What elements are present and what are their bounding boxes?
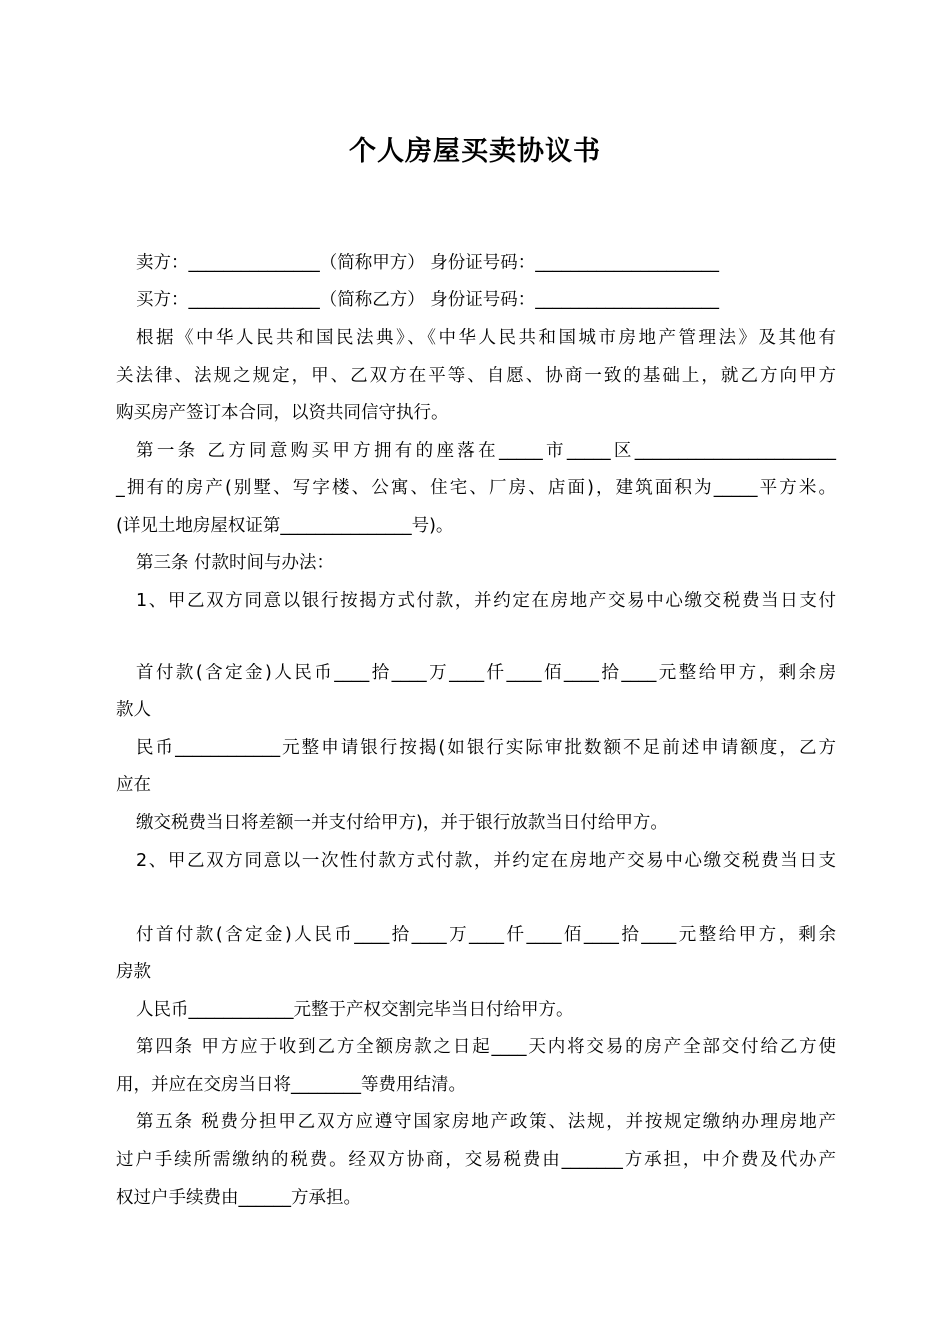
preamble-line-2: 关法律、法规之规定，甲、乙双方在平等、自愿、协商一致的基础上，就乙方向甲方	[116, 366, 836, 386]
article-5-line-2: 过户手续所需缴纳的税费。经双方协商，交易税费由_______方承担，中介费及代办产	[116, 1150, 836, 1170]
payment-option-1-line-3: 款人	[116, 700, 151, 720]
article-1-line-1: 第一条 乙方同意购买甲方拥有的座落在_____市_____区_______________________	[136, 441, 836, 461]
payment-option-2-line-2: 付首付款(含定金)人民币____拾____万____仟____佰____拾____元整给甲方，剩余	[136, 925, 836, 945]
payment-option-1-line-6: 缴交税费当日将差额一并支付给甲方)，并于银行放款当日付给甲方。	[136, 813, 668, 833]
article-5-line-3: 权过户手续费由______方承担。	[116, 1188, 361, 1208]
payment-option-2-line-3: 房款	[116, 962, 151, 982]
preamble-line-1: 根据《中华人民共和国民法典》、《中华人民共和国城市房地产管理法》及其他有	[136, 328, 836, 348]
article-4-line-2: 用，并应在交房当日将________等费用结清。	[116, 1075, 466, 1095]
article-1-line-3: (详见土地房屋权证第_______________号)。	[116, 516, 454, 536]
payment-option-1-line-2: 首付款(含定金)人民币____拾____万____仟____佰____拾____元整给甲方，剩余房	[136, 663, 836, 683]
article-5-line-1: 第五条 税费分担甲乙双方应遵守国家房地产政策、法规，并按规定缴纳办理房地产	[136, 1112, 836, 1132]
article-3-heading: 第三条 付款时间与办法：	[136, 553, 335, 573]
seller-line: 卖方：_______________（简称甲方） 身份证号码：_____________________	[136, 253, 720, 273]
document-title: 个人房屋买卖协议书	[349, 136, 601, 167]
payment-option-1-line-1: 1、甲乙双方同意以银行按揭方式付款，并约定在房地产交易中心缴交税费当日支付	[136, 591, 836, 611]
preamble-line-3: 购买房产签订本合同，以资共同信守执行。	[116, 403, 449, 423]
buyer-line: 买方：_______________（简称乙方） 身份证号码：_____________________	[136, 290, 720, 310]
payment-option-2-line-4: 人民币____________元整于产权交割完毕当日付给甲方。	[136, 1000, 574, 1020]
article-4-line-1: 第四条 甲方应于收到乙方全额房款之日起____天内将交易的房产全部交付给乙方使	[136, 1037, 836, 1057]
article-1-line-2: _拥有的房产(别墅、写字楼、公寓、住宅、厂房、店面)，建筑面积为_____平方米。	[116, 478, 836, 498]
payment-option-2-line-1: 2、甲乙双方同意以一次性付款方式付款，并约定在房地产交易中心缴交税费当日支	[136, 851, 836, 871]
payment-option-1-line-4: 民币____________元整申请银行按揭(如银行实际审批数额不足前述申请额度，乙方	[136, 738, 836, 758]
payment-option-1-line-5: 应在	[116, 775, 151, 795]
